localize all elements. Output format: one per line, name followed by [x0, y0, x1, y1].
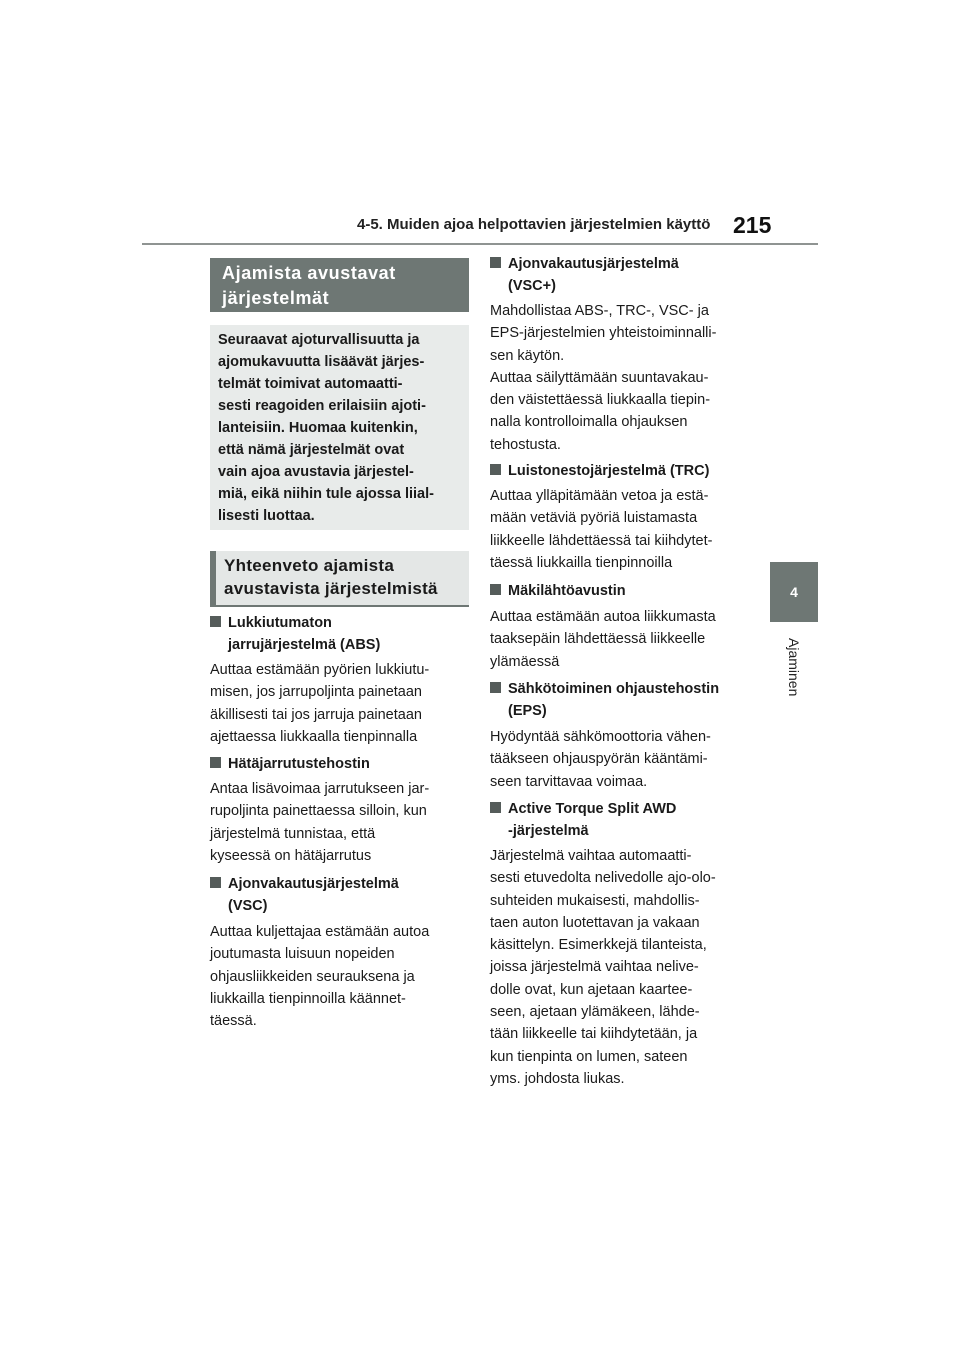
item-body-line: misen, jos jarrupoljinta painetaan: [210, 684, 422, 701]
item-body-vsc: [210, 921, 429, 1032]
item-body-hill-start-assist: [490, 606, 716, 673]
item-body-line: Antaa lisävoimaa jarrutukseen jar-: [210, 781, 430, 797]
square-bullet-icon: [490, 682, 501, 693]
item-body-line: liukkailla tienpinnoilla käännet-: [210, 990, 406, 1007]
intro-line: Seuraavat ajoturvallisuutta ja: [218, 332, 420, 348]
item-body-line: sen käytön.: [490, 347, 565, 364]
item-body-line: dolle ovat, kun ajetaan kaartee-: [490, 981, 693, 998]
item-body-line: joutumasta luisuun nopeiden: [210, 946, 395, 963]
item-body-line: nalla kontrolloimalla ohjauksen: [490, 414, 688, 431]
intro-line: että nämä järjestelmät ovat: [218, 442, 405, 458]
item-body-line: äkillisesti tai jos jarruja painetaan: [210, 706, 422, 723]
item-body-line: järjestelmä tunnistaa, että: [210, 825, 376, 842]
item-title-line: (EPS): [508, 703, 547, 719]
item-title-hill-start-assist: [490, 580, 626, 602]
section-heading-line: Ajamista avustavat: [222, 263, 396, 283]
item-body-eps: [490, 726, 711, 793]
item-body-line: ohjausliikkeiden seurauksena ja: [210, 968, 415, 985]
item-body-line: täessä.: [210, 1013, 257, 1030]
item-body-line: yms. johdosta liukas.: [490, 1070, 625, 1087]
intro-line: vain ajoa avustavia järjestel-: [218, 464, 414, 480]
item-body-line: Auttaa ylläpitämään vetoa ja estä-: [490, 488, 709, 504]
item-title-awd: [490, 798, 676, 842]
square-bullet-icon: [490, 802, 501, 813]
item-title-line: Lukkiutumaton: [228, 615, 332, 631]
item-body-abs: [210, 659, 429, 748]
square-bullet-icon: [490, 464, 501, 475]
header-divider: [142, 243, 818, 245]
intro-line: telmät toimivat automaatti-: [218, 376, 403, 392]
item-body-line: joissa järjestelmä vaihtaa nelive-: [490, 959, 699, 976]
item-body-line: ajettaessa liukkaalla tienpinnalla: [210, 728, 418, 745]
item-title-line: (VSC): [228, 898, 268, 914]
item-title-line: Ajonvakautusjärjestelmä: [508, 256, 679, 272]
item-title-trc: [490, 460, 709, 482]
item-body-brake-assist: [210, 778, 429, 867]
square-bullet-icon: [490, 584, 501, 595]
square-bullet-icon: [210, 616, 221, 627]
section-heading-driving-aids: [210, 258, 469, 312]
chapter-title: 4-5. Muiden ajoa helpottavien järjestelmien käyttö: [357, 216, 711, 233]
chapter-tab-label: Ajaminen: [786, 637, 802, 697]
chapter-tab: 4: [770, 562, 818, 622]
page-number: 215: [733, 212, 772, 238]
intro-line: ajomukavuutta lisäävät järjes-: [218, 354, 425, 370]
item-title-line: -järjestelmä: [508, 823, 589, 839]
intro-note-box: [210, 325, 469, 530]
item-title-vsc-plus: [490, 253, 679, 297]
item-body-line: seen, ajetaan ylämäkeen, lähde-: [490, 1004, 700, 1021]
item-body-line: den väistettäessä liukkaalla tiepin-: [490, 392, 711, 409]
item-body-line: taaksepäin lähdettäessä liikkeelle: [490, 631, 706, 648]
item-title-line: Luistonestojärjestelmä (TRC): [508, 463, 710, 479]
item-body-line: kun tienpinta on lumen, sateen: [490, 1048, 688, 1065]
section-heading-line: avustavista järjestelmistä: [224, 579, 438, 598]
item-body-line: tään liikkeelle tai kiihdytetään, ja: [490, 1026, 698, 1043]
item-body-line: sesti etuvedolta nelivedolle ajo-olo-: [490, 870, 716, 887]
item-title-line: Active Torque Split AWD: [508, 801, 677, 817]
section-heading-line: järjestelmät: [222, 288, 330, 308]
square-bullet-icon: [490, 257, 501, 268]
section-heading-line: Yhteenveto ajamista: [224, 556, 395, 575]
item-body-awd: [490, 845, 716, 1090]
item-title-line: Sähkötoiminen ohjaustehostin: [508, 681, 720, 697]
intro-line: lisesti luottaa.: [218, 508, 315, 524]
item-body-vsc-plus: [490, 300, 716, 456]
item-body-line: Järjestelmä vaihtaa automaatti-: [490, 848, 692, 864]
section-heading-summary: [210, 551, 469, 607]
item-body-line: Mahdollistaa ABS-, TRC-, VSC- ja: [490, 303, 709, 319]
item-body-line: tääkseen ohjauspyörän kääntämi-: [490, 751, 708, 768]
square-bullet-icon: [210, 877, 221, 888]
item-body-line: Auttaa estämään autoa liikkumasta: [490, 609, 716, 625]
item-body-line: Hyödyntää sähkömoottoria vähen-: [490, 729, 711, 745]
item-body-line: seen tarvittavaa voimaa.: [490, 773, 648, 790]
intro-line: miä, eikä niihin tule ajossa liial-: [218, 486, 434, 502]
item-body-line: Auttaa kuljettajaa estämään autoa: [210, 924, 430, 940]
item-body-line: Auttaa estämään pyörien lukkiutu-: [210, 662, 430, 678]
item-body-line: EPS-järjestelmien yhteistoiminnalli-: [490, 325, 717, 342]
item-title-eps: [490, 678, 719, 722]
item-body-line: mään vetäviä pyöriä luistamasta: [490, 510, 698, 527]
item-body-line: rupoljinta painettaessa silloin, kun: [210, 803, 427, 820]
item-body-line: käsittelyn. Esimerkkejä tilanteista,: [490, 937, 707, 954]
item-title-line: Hätäjarrutustehostin: [228, 756, 370, 772]
intro-line: sesti reagoiden erilaisiin ajoti-: [218, 398, 426, 414]
item-title-line: (VSC+): [508, 278, 556, 294]
item-body-line: Auttaa säilyttämään suuntavakau-: [490, 369, 709, 386]
intro-line: lanteisiin. Huomaa kuitenkin,: [218, 420, 418, 436]
item-body-line: taen auton luotettavan ja vakaan: [490, 914, 700, 931]
item-title-line: jarrujärjestelmä (ABS): [228, 637, 381, 653]
item-title-line: Ajonvakautusjärjestelmä: [228, 876, 399, 892]
item-title-vsc: [210, 873, 399, 917]
item-body-line: liikkeelle lähdettäessä tai kiihdytet-: [490, 532, 713, 549]
item-body-line: kyseessä on hätäjarrutus: [210, 847, 372, 864]
item-title-abs: [210, 612, 380, 656]
square-bullet-icon: [210, 757, 221, 768]
item-body-line: täessä liukkailla tienpinnoilla: [490, 554, 673, 571]
item-body-line: ylämäessä: [490, 653, 560, 670]
item-body-trc: [490, 485, 712, 574]
item-title-line: Mäkilähtöavustin: [508, 583, 626, 599]
item-body-line: tehostusta.: [490, 436, 561, 453]
item-body-line: suhteiden mukaisesti, mahdollis-: [490, 892, 700, 909]
item-title-brake-assist: [210, 753, 370, 775]
